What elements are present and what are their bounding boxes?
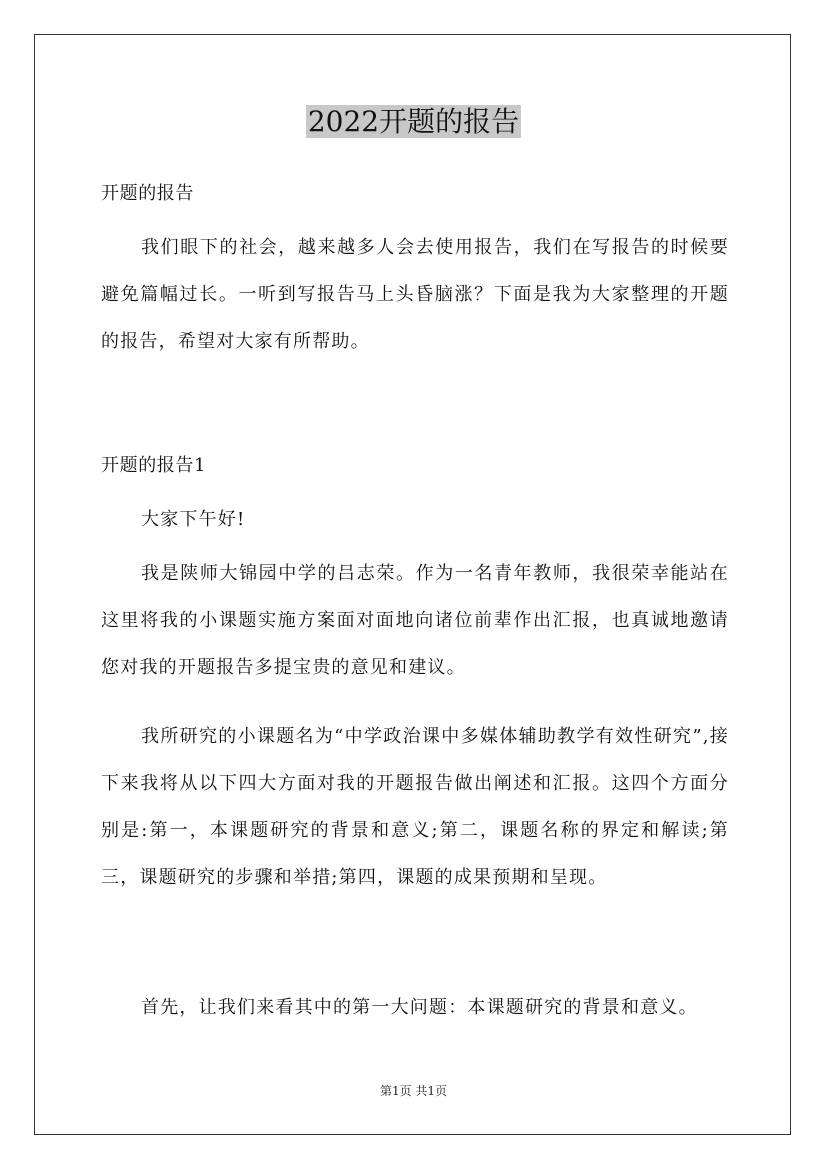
page-footer: 第1页 共1页 [379,1084,448,1098]
section-heading: 开题的报告 [101,183,194,204]
subheading: 开题的报告1 [101,455,207,476]
intro-paragraph: 我们眼下的社会，越来越多人会去使用报告，我们在写报告的时候要避免篇幅过长。一听到写报告马上头昏脑涨？下面是我为大家整理的开题的报告，希望对大家有所帮助。 [101,237,729,352]
paragraph-first-question: 首先，让我们来看其中的第一大问题：本课题研究的背景和意义。 [141,997,698,1018]
paragraph-greeting: 大家下午好! [141,509,246,530]
document-title-text: 2022开题的报告 [307,105,520,138]
paragraph-introduction: 我是陕师大锦园中学的吕志荣。作为一名青年教师，我很荣幸能站在这里将我的小课题实施方案面对面地向诸位前辈作出汇报，也真诚地邀请您对我的开题报告多提宝贵的意见和建议。 [101,563,729,678]
document-title [0,104,827,140]
paragraph-topic: 我所研究的小课题名为“中学政治课中多媒体辅助教学有效性研究”,接下来我将从以下四大方面对我的开题报告做出阐述和汇报。这四个方面分别是:第一，本课题研究的背景和意义;第二，课题名称的界定和解读;第三，课题研究的步骤和举措;第四，课题的成果预期和呈现。 [101,726,729,888]
